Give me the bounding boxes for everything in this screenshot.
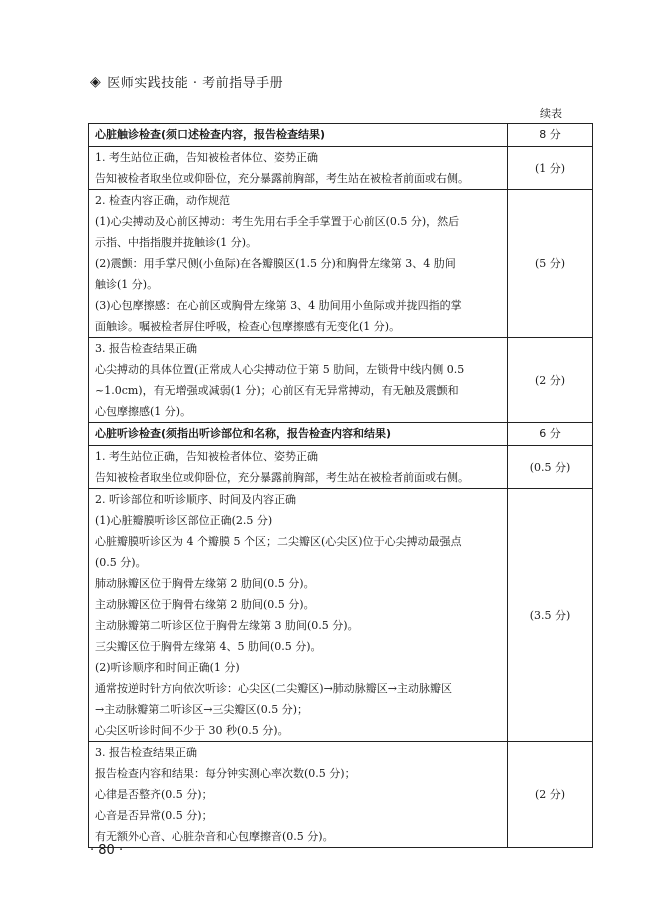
criteria-line: 告知被检者取坐位或仰卧位，充分暴露前胸部，考生站在被检者前面或右侧。 — [95, 172, 469, 185]
table-row — [89, 190, 593, 338]
table-row — [89, 489, 593, 742]
criteria-line: 心律是否整齐(0.5 分)； — [95, 788, 213, 801]
score-cell: (2 分) — [508, 742, 593, 848]
criteria-line: (2)听诊顺序和时间正确(1 分) — [95, 661, 240, 674]
criteria-line: 心音是否异常(0.5 分)； — [95, 809, 213, 822]
criteria-line: 通常按逆时针方向依次听诊：心尖区(二尖瓣区)→肺动脉瓣区→主动脉瓣区 — [95, 682, 453, 695]
section-title: 心脏听诊检查(须指出听诊部位和名称，报告检查内容和结果) — [89, 423, 508, 446]
score-cell: (3.5 分) — [508, 489, 593, 742]
criteria-cell — [89, 147, 508, 190]
score-cell: (0.5 分) — [508, 446, 593, 489]
criteria-cell — [89, 489, 508, 742]
score-cell: (2 分) — [508, 338, 593, 423]
section-header-row — [89, 124, 593, 147]
table-row — [89, 446, 593, 489]
criteria-line: 心尖区听诊时间不少于 30 秒(0.5 分)。 — [95, 724, 289, 737]
criteria-line: 告知被检者取坐位或仰卧位，充分暴露前胸部，考生站在被检者前面或右侧。 — [95, 471, 469, 484]
criteria-line: 三尖瓣区位于胸骨左缘第 4、5 肋间(0.5 分)。 — [95, 640, 322, 653]
criteria-line: (2)震颤：用手掌尺侧(小鱼际)在各瓣膜区(1.5 分)和胸骨左缘第 3、4 肋间 — [95, 257, 456, 270]
criteria-line: 1. 考生站位正确，告知被检者体位、姿势正确 — [95, 450, 318, 463]
criteria-line: 报告检查内容和结果：每分钟实测心率次数(0.5 分)； — [95, 767, 356, 780]
continued-label: 续表 — [540, 107, 562, 120]
criteria-cell — [89, 742, 508, 848]
criteria-line: 1. 考生站位正确，告知被检者体位、姿势正确 — [95, 151, 318, 164]
criteria-cell — [89, 338, 508, 423]
criteria-line: 心包摩擦感(1 分)。 — [95, 405, 192, 418]
criteria-line: 主动脉瓣区位于胸骨右缘第 2 肋间(0.5 分)。 — [95, 598, 315, 611]
criteria-line: 面触诊。嘱被检者屏住呼吸，检查心包摩擦感有无变化(1 分)。 — [95, 320, 401, 333]
table-row — [89, 147, 593, 190]
table-row — [89, 742, 593, 848]
criteria-line: (0.5 分)。 — [95, 556, 147, 569]
table-row — [89, 338, 593, 423]
criteria-line: (1)心尖搏动及心前区搏动：考生先用右手全手掌置于心前区(0.5 分)，然后 — [95, 215, 460, 228]
section-score: 8 分 — [508, 124, 593, 147]
criteria-line: (1)心脏瓣膜听诊区部位正确(2.5 分) — [95, 514, 273, 527]
diamond-icon: ◈ — [90, 73, 102, 90]
criteria-line: 示指、中指指腹并拢触诊(1 分)。 — [95, 236, 258, 249]
criteria-line: 触诊(1 分)。 — [95, 278, 159, 291]
criteria-line: 主动脉瓣第二听诊区位于胸骨左缘第 3 肋间(0.5 分)。 — [95, 619, 359, 632]
running-header — [90, 72, 283, 91]
criteria-line: 有无额外心音、心脏杂音和心包摩擦音(0.5 分)。 — [95, 830, 334, 843]
criteria-line: ~1.0cm)，有无增强或减弱(1 分)；心前区有无异常搏动，有无触及震颤和 — [95, 384, 459, 397]
score-cell: (5 分) — [508, 190, 593, 338]
criteria-line: 2. 检查内容正确，动作规范 — [95, 194, 230, 207]
criteria-cell — [89, 446, 508, 489]
section-title: 心脏触诊检查(须口述检查内容，报告检查结果) — [89, 124, 508, 147]
header-title: 医师实践技能 · 考前指导手册 — [107, 76, 284, 91]
criteria-line: 心脏瓣膜听诊区为 4 个瓣膜 5 个区；二尖瓣区(心尖区)位于心尖搏动最强点 — [95, 535, 462, 548]
criteria-line: 肺动脉瓣区位于胸骨左缘第 2 肋间(0.5 分)。 — [95, 577, 315, 590]
criteria-cell — [89, 190, 508, 338]
grading-table — [88, 123, 593, 848]
section-header-row — [89, 423, 593, 446]
criteria-line: →主动脉瓣第二听诊区→三尖瓣区(0.5 分)； — [95, 703, 309, 716]
criteria-line: 3. 报告检查结果正确 — [95, 746, 197, 759]
criteria-line: 3. 报告检查结果正确 — [95, 342, 197, 355]
criteria-line: 2. 听诊部位和听诊顺序、时间及内容正确 — [95, 493, 296, 506]
criteria-line: 心尖搏动的具体位置(正常成人心尖搏动位于第 5 肋间，左锁骨中线内侧 0.5 — [95, 363, 465, 376]
page-number: · 80 · — [90, 843, 124, 858]
score-cell: (1 分) — [508, 147, 593, 190]
criteria-line: (3)心包摩擦感：在心前区或胸骨左缘第 3、4 肋间用小鱼际或并拢四指的掌 — [95, 299, 462, 312]
section-score: 6 分 — [508, 423, 593, 446]
